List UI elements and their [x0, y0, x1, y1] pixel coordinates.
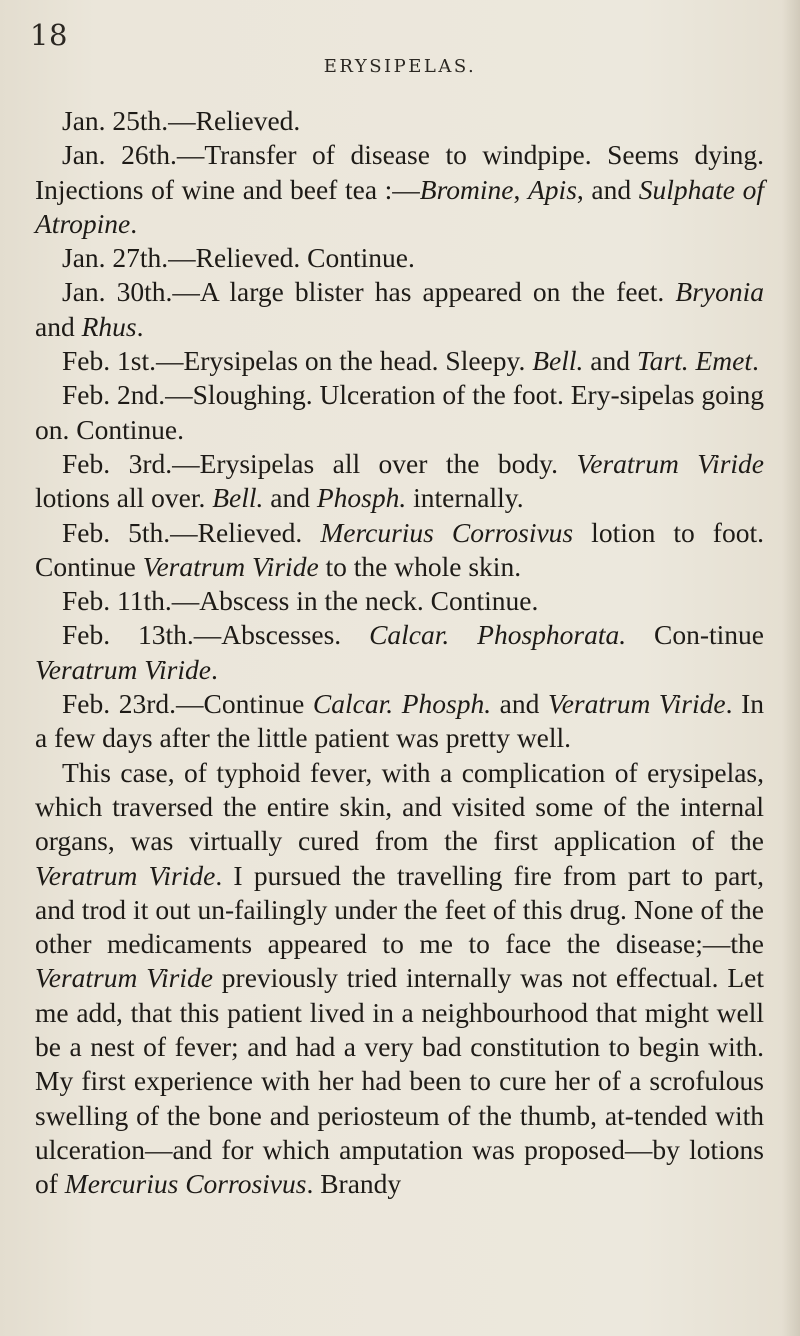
case-summary-paragraph: This case, of typhoid fever, with a complication of erysipelas, which traversed the entire skin, and visited some of the internal organs, was virtually cured from the first application of the Veratrum Viride. I pursued the travelling fire from part to part, and trod it out un-failingly under the feet of this drug. None of the other medicaments appeared to me to face the disease;—the Veratrum Viride previously tried internally was not effectual. Let me add, that this patient lived in a neighbourhood that might well be a nest of fever; and had a very bad constitution to begin with. My first experience with her had been to cure her of a scrofulous swelling of the bone and periosteum of the thumb, at-tended with ulceration—and for which amputation was proposed—by lotions of Mercurius Corrosivus. Brandy — [35, 756, 765, 1200]
entry-feb-1: Feb. 1st.—Erysipelas on the head. Sleepy. Bell. and Tart. Emet. — [62, 345, 759, 377]
entry-jan-30: Jan. 30th.—A large blister has appeared on the feet. Bryonia and Rhus. — [35, 276, 764, 342]
entry-jan-25: Jan. 25th.—Relieved. — [62, 105, 301, 136]
entry-feb-5: Feb. 5th.—Relieved. Mercurius Corrosivus lotion to foot. Continue Veratrum Viride to the whole skin. — [35, 516, 764, 582]
body-text — [35, 104, 764, 1202]
entry-feb-11: Feb. 11th.—Abscess in the neck. Continue. — [62, 585, 539, 617]
running-head: ERYSIPELAS. — [323, 56, 477, 77]
entry-feb-13: Feb. 13th.—Abscesses. Calcar. Phosphorata. Con-tinue Veratrum Viride. — [35, 619, 764, 685]
entry-feb-23: Feb. 23rd.—Continue Calcar. Phosph. and Veratrum Viride. In a few days after the little patient was pretty well. — [35, 688, 764, 754]
entry-feb-2: Feb. 2nd.—Sloughing. Ulceration of the foot. Ery-sipelas going on. Continue. — [35, 379, 764, 445]
entry-jan-26: Jan. 26th.—Transfer of disease to windpipe. Seems dying. Injections of wine and beef tea :—Bromine, Apis, and Sulphate of Atropine. — [35, 139, 764, 239]
page-header — [30, 18, 770, 77]
page-number: 18 — [30, 18, 68, 52]
entry-jan-27: Jan. 27th.—Relieved. Continue. — [62, 242, 415, 274]
entry-feb-3: Feb. 3rd.—Erysipelas all over the body. Veratrum Viride lotions all over. Bell. and Phosph. internally. — [35, 447, 764, 514]
